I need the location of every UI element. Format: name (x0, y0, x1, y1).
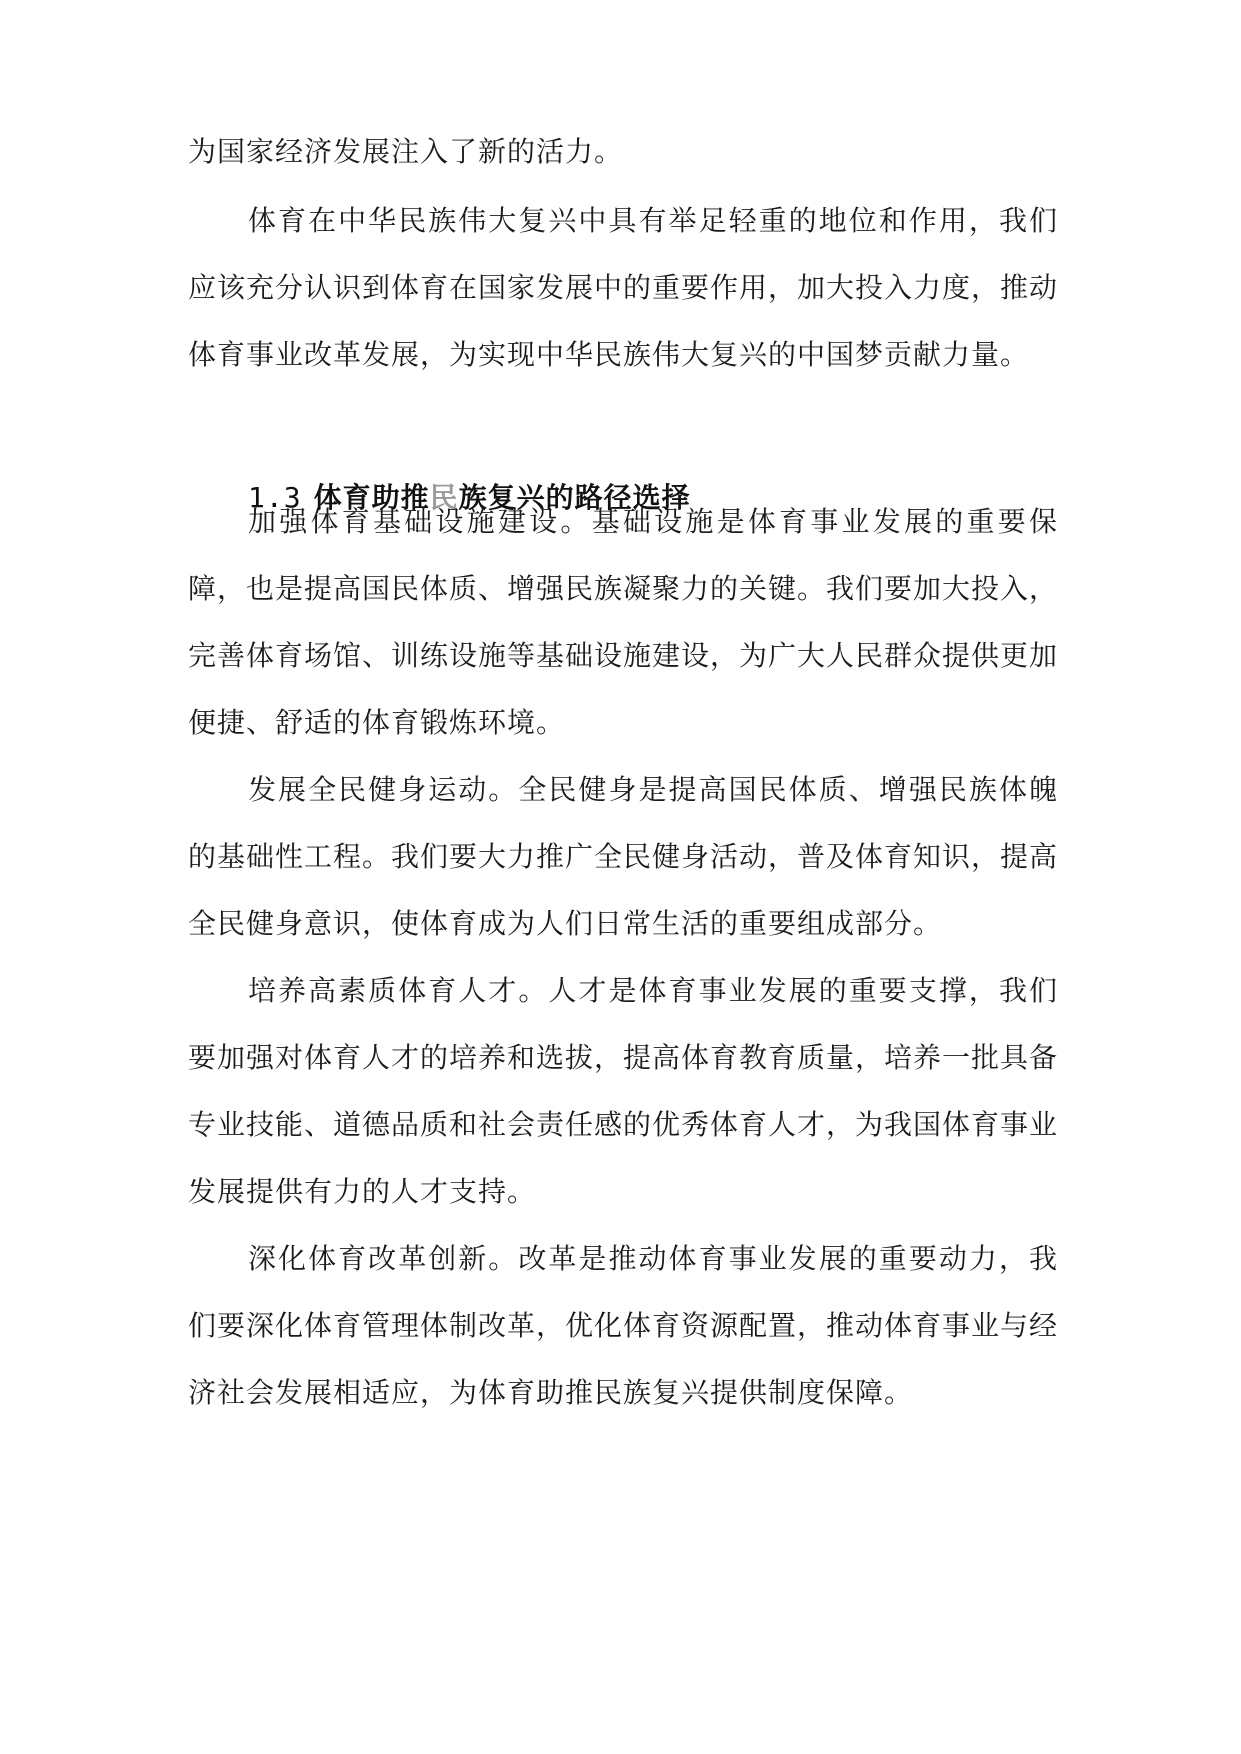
paragraph-reform: 深化体育改革创新。改革是推动体育事业发展的重要动力，我们要深化体育管理体制改革，优化体育资源配置，推动体育事业与经济社会发展相适应，为体育助推民族复兴提供制度保障。 (188, 1242, 1059, 1409)
paragraph-fitness: 发展全民健身运动。全民健身是提高国民体质、增强民族体魄的基础性工程。我们要大力推广全民健身活动，普及体育知识，提高全民健身意识，使体育成为人们日常生活的重要组成部分。 (188, 773, 1059, 940)
paragraph-sports-significance: 体育在中华民族伟大复兴中具有举足轻重的地位和作用，我们应该充分认识到体育在国家发展中的重要作用，加大投入力度，推动体育事业改革发展，为实现中华民族伟大复兴的中国梦贡献力量。 (188, 204, 1059, 371)
paragraph-continuation: 为国家经济发展注入了新的活力。 (188, 135, 624, 168)
section-title-part1: 体育助推 (313, 481, 430, 514)
section-number: 1.3 (248, 481, 302, 514)
paragraph-talent: 培养高素质体育人才。人才是体育事业发展的重要支撑，我们要加强对体育人才的培养和选拔，提高体育教育质量，培养一批具备专业技能、道德品质和社会责任感的优秀体育人才，为我国体育事业发展提供有力的人才支持。 (188, 974, 1059, 1208)
section-title-part2: 族复兴的路径选择 (458, 481, 691, 514)
section-title-highlight: 民 (429, 481, 459, 514)
paragraph-infrastructure: 加强体育基础设施建设。基础设施是体育事业发展的重要保障，也是提高国民体质、增强民族凝聚力的关键。我们要加大投入，完善体育场馆、训练设施等基础设施建设，为广大人民群众提供更加便捷、舒适的体育锻炼环境。 (188, 505, 1059, 739)
